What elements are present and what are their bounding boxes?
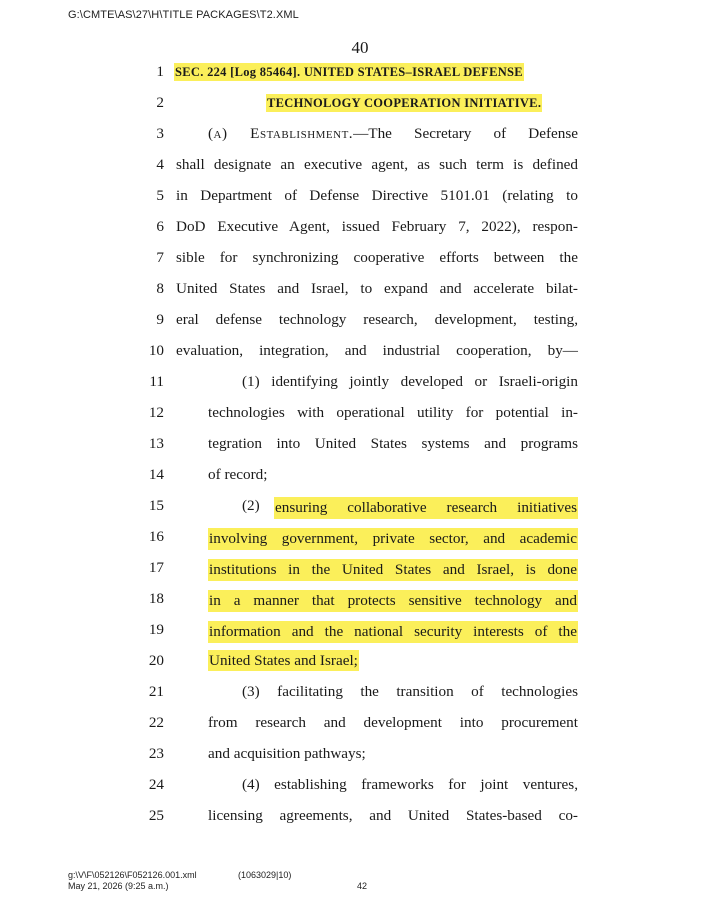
line-number: 9 <box>156 311 164 328</box>
line-number: 4 <box>156 156 164 173</box>
highlighted-text: United States and Israel; <box>209 652 358 669</box>
text-line-content: eral defense technology research, development, testing, <box>176 311 578 328</box>
line-number: 3 <box>156 125 164 142</box>
text-line <box>0 587 720 615</box>
text-line-content: and acquisition pathways; <box>208 745 366 762</box>
text-line <box>0 711 720 739</box>
text-line <box>0 680 720 708</box>
text-line <box>0 432 720 460</box>
text-line <box>0 463 720 491</box>
text-line <box>0 742 720 770</box>
line-number: 20 <box>148 652 164 669</box>
line-number: 10 <box>148 342 164 359</box>
footer-page-number: 42 <box>357 881 368 891</box>
highlighted-text: involving government, private sector, and academic <box>208 528 578 550</box>
text-line-content: DoD Executive Agent, issued February 7, 2022), respon- <box>176 218 578 235</box>
line-number: 6 <box>156 218 164 235</box>
line-number: 21 <box>148 683 164 700</box>
text-line <box>0 308 720 336</box>
footer-date: May 21, 2026 (9:25 a.m.) <box>68 881 169 891</box>
text-line-content: (a) Establishment.—The Secretary of Defense <box>208 125 579 142</box>
text-line-content: shall designate an executive agent, as such term is defined <box>176 156 578 173</box>
line-number: 14 <box>148 466 164 483</box>
line-number: 18 <box>148 590 164 607</box>
text-line <box>0 215 720 243</box>
subsection-label: (a) Establishment. <box>208 125 354 142</box>
line-number: 7 <box>156 249 164 266</box>
text-line <box>0 122 720 150</box>
text-line <box>0 60 720 88</box>
footer-doc-id: (1063029|10) <box>238 870 292 880</box>
footer-file-path: g:\V\F\052126\F052126.001.xml <box>68 870 197 880</box>
section-heading: SEC. 224 [Log 85464]. UNITED STATES–ISRAEL DEFENSE <box>175 65 523 79</box>
text-line-content: (1) identifying jointly developed or Israeli-origin <box>242 373 578 390</box>
line-number: 12 <box>148 404 164 421</box>
text-line-content: sible for synchronizing cooperative efforts between the <box>176 249 578 266</box>
section-heading: TECHNOLOGY COOPERATION INITIATIVE. <box>267 96 542 110</box>
highlighted-text: institutions in the United States and Israel, is done <box>208 559 578 581</box>
text-line <box>0 339 720 367</box>
text-line <box>0 494 720 522</box>
line-number: 5 <box>156 187 164 204</box>
line-number: 8 <box>156 280 164 297</box>
line-number: 25 <box>148 807 164 824</box>
text-line <box>0 556 720 584</box>
paragraph-label: (2) <box>242 497 260 514</box>
text-line <box>0 184 720 212</box>
highlighted-text: ensuring collaborative research initiatives <box>274 497 578 519</box>
text-line <box>0 91 720 119</box>
line-number: 13 <box>148 435 164 452</box>
line-number: 22 <box>148 714 164 731</box>
highlighted-text: in a manner that protects sensitive technology and <box>208 590 578 612</box>
text-line-content: evaluation, integration, and industrial cooperation, by— <box>176 342 578 359</box>
text-line-content: (3) facilitating the transition of technologies <box>242 683 578 700</box>
text-line <box>0 618 720 646</box>
text-line <box>0 649 720 677</box>
text-line <box>0 773 720 801</box>
highlighted-text: information and the national security interests of the <box>208 621 578 643</box>
line-number: 1 <box>156 63 164 80</box>
text-line <box>0 277 720 305</box>
line-number: 2 <box>156 94 164 111</box>
page-number: 40 <box>351 38 369 57</box>
text-line <box>0 246 720 274</box>
text-line-content: of record; <box>208 466 268 483</box>
text-line <box>0 804 720 832</box>
line-number: 17 <box>148 559 164 576</box>
text-line-content: licensing agreements, and United States-based co- <box>208 807 578 824</box>
text-line-content: (4) establishing frameworks for joint ventures, <box>242 776 578 793</box>
text-line <box>0 370 720 398</box>
text-line-content: United States and Israel, to expand and accelerate bilat- <box>176 280 578 297</box>
header-file-path: G:\CMTE\AS\27\H\TITLE PACKAGES\T2.XML <box>68 9 299 21</box>
line-number: 15 <box>148 497 164 514</box>
text-line-content: technologies with operational utility for potential in- <box>208 404 578 421</box>
line-number: 16 <box>148 528 164 545</box>
text-line-content: in Department of Defense Directive 5101.01 (relating to <box>176 187 578 204</box>
text-line <box>0 525 720 553</box>
text-line-content: tegration into United States systems and programs <box>208 435 578 452</box>
line-number: 11 <box>149 373 164 390</box>
line-number: 24 <box>148 776 164 793</box>
text-line <box>0 401 720 429</box>
line-number: 23 <box>148 745 164 762</box>
text-line-content: from research and development into procurement <box>208 714 578 731</box>
line-number: 19 <box>148 621 164 638</box>
text-line <box>0 153 720 181</box>
